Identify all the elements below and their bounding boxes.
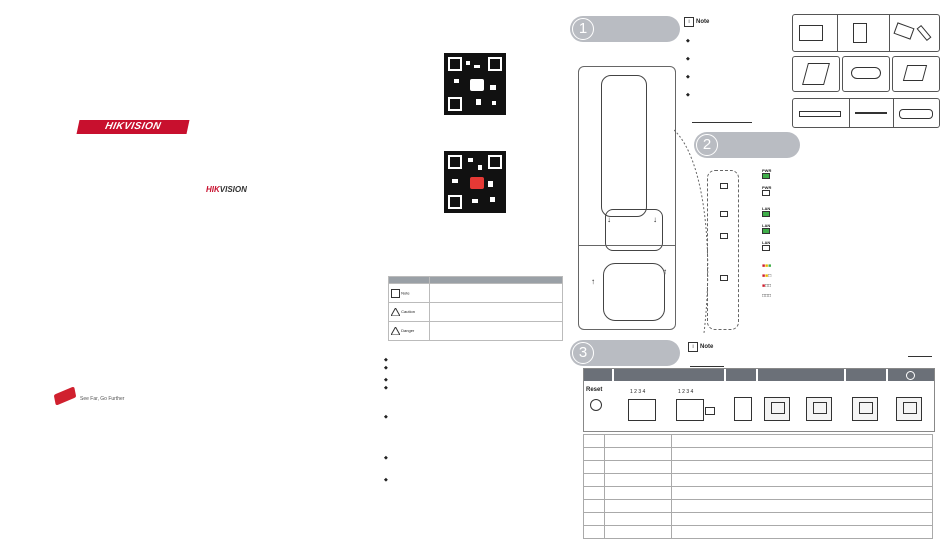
led-panel [707, 170, 739, 330]
manual-icon [802, 63, 830, 85]
tools-box [792, 98, 940, 128]
note-icon: i [688, 342, 698, 352]
slogan: See Far, Go Further [80, 396, 125, 402]
divider [690, 366, 724, 367]
table-row [584, 513, 933, 526]
qr-code-icon [444, 151, 506, 213]
device-body [601, 75, 647, 217]
column-header [846, 369, 886, 381]
strap-box [842, 56, 890, 92]
column-header [614, 369, 724, 381]
tie-icon [899, 109, 933, 119]
package-box [792, 14, 940, 52]
note-label: Note [696, 19, 710, 25]
section-number: 3 [572, 342, 594, 364]
table-row [584, 448, 933, 461]
led-label: LAN [762, 240, 771, 245]
terminal-block [628, 399, 656, 421]
table-row [584, 487, 933, 500]
hikvision-logo: HIKVISION [77, 120, 190, 134]
adapter-icon [853, 23, 867, 43]
column-header [726, 369, 756, 381]
dc-power-port [734, 397, 752, 421]
lan1-indicator [720, 211, 728, 217]
symbol-legend-table [388, 276, 563, 341]
led-legend [762, 168, 771, 301]
strap-icon [851, 67, 881, 79]
table-row [389, 322, 563, 341]
table-row [584, 435, 933, 448]
led-green [762, 173, 770, 179]
table-row [584, 461, 933, 474]
port-diagram [583, 368, 935, 432]
red-tag-icon [54, 386, 77, 405]
lan-port [852, 397, 878, 421]
column-header [888, 369, 934, 381]
signal-leds: ■■■ ■■□ ■□□ □□□ [762, 263, 772, 299]
led-off [762, 190, 770, 196]
column-header [584, 369, 612, 381]
port-description-table [583, 434, 933, 539]
signal-indicator [720, 275, 728, 281]
note-icon: i [684, 17, 694, 27]
arrow-down-icon: ↓ [653, 215, 657, 224]
led-label: PWR [762, 168, 772, 173]
arrow-up-icon: ↑ [591, 277, 595, 286]
lan-port [806, 397, 832, 421]
manual-box [792, 56, 840, 92]
arrow-up-icon: ↑ [663, 267, 667, 276]
led-green [762, 211, 770, 217]
hikvision-small-logo [206, 185, 247, 194]
divider [908, 356, 932, 357]
legend-label: Note [401, 290, 410, 296]
table-row [584, 474, 933, 487]
column-header [758, 369, 844, 381]
note-icon [391, 289, 400, 298]
led-label: PWR [762, 185, 772, 190]
legend-label: Caution [401, 309, 415, 315]
danger-icon [391, 327, 400, 335]
arrow-down-icon: ↓ [607, 215, 611, 224]
lan-port [896, 397, 922, 421]
logo-hik: HIK [206, 185, 220, 194]
lan-port [764, 397, 790, 421]
note-label: Note [700, 344, 714, 350]
section-number: 1 [572, 18, 594, 40]
dip-numbers: 1 2 3 4 [630, 389, 646, 395]
pwr-indicator [720, 183, 728, 189]
cable-icon [917, 25, 932, 41]
section-1-header [570, 16, 680, 42]
led-label: LAN [762, 223, 771, 228]
device-base [603, 263, 665, 321]
divider [692, 122, 752, 123]
dip-switch[interactable] [676, 399, 704, 421]
reset-button[interactable] [590, 399, 602, 411]
legend-label: Danger [401, 328, 415, 334]
led-off [762, 245, 770, 251]
led-label: LAN [762, 206, 771, 211]
toggle-switch[interactable] [705, 407, 715, 415]
table-row [389, 303, 563, 322]
reset-label: Reset [586, 387, 603, 393]
screw-icon [799, 111, 841, 117]
note-1 [684, 17, 709, 27]
table-row [389, 284, 563, 303]
card-box [892, 56, 940, 92]
section-3-header [570, 340, 680, 366]
screwdriver-icon [855, 112, 887, 114]
led-green [762, 228, 770, 234]
note-2 [688, 342, 713, 352]
card-icon [903, 65, 927, 81]
logo-vision: VISION [219, 185, 247, 194]
section-number: 2 [696, 134, 718, 156]
lan2-indicator [720, 233, 728, 239]
injector-icon [893, 22, 914, 39]
table-row [584, 526, 933, 539]
device-icon [799, 25, 823, 41]
dip-numbers: 1 2 3 4 [678, 389, 694, 395]
caution-icon [391, 308, 400, 316]
qr-code-icon [444, 53, 506, 115]
device-illustration [578, 66, 676, 330]
note-bullets: ◆ ◆ ◆ ◆ [686, 38, 690, 98]
table-row [584, 500, 933, 513]
